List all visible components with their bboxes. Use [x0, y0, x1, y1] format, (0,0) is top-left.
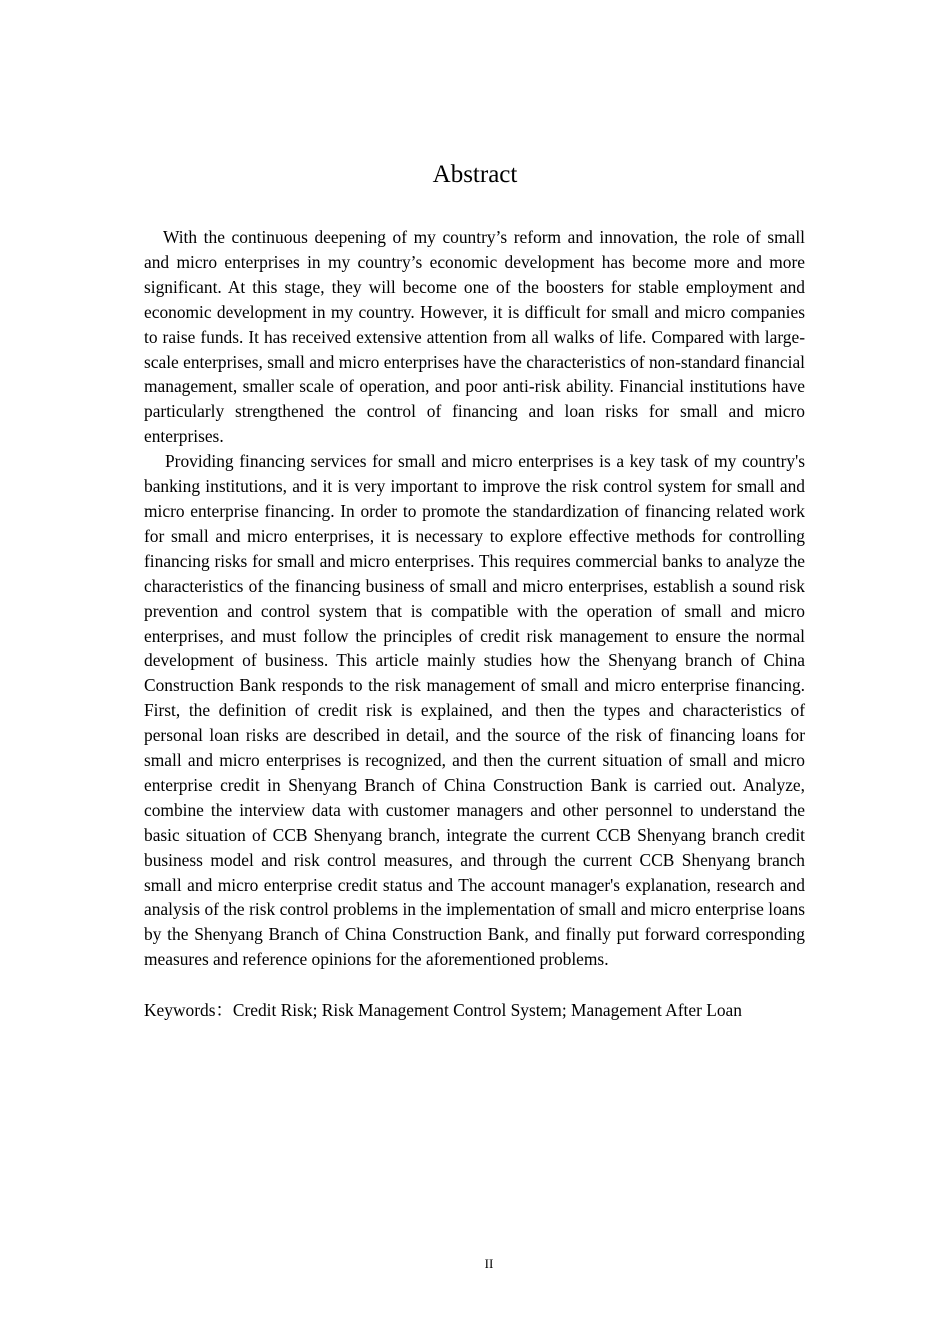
keywords-line — [144, 998, 805, 1023]
abstract-paragraph-1: With the continuous deepening of my country’s reform and innovation, the role of small and micro enterprises in my country’s economic development has become more and more significant. At this stage, they will become one of the boosters for stable employment and economic development in my country. However, it is difficult for small and micro companies to raise funds. It has received extensive attention from all walks of life. Compared with large-scale enterprises, small and micro enterprises have the characteristics of non-standard financial management, smaller scale of operation, and poor anti-risk ability. Financial institutions have particularly strengthened the control of financing and loan risks for small and micro enterprises. — [144, 227, 805, 447]
keywords-text: Credit Risk; Risk Management Control System; Management After Loan — [232, 1000, 742, 1021]
abstract-body — [144, 225, 805, 1023]
abstract-paragraph-2: Providing financing services for small and micro enterprises is a key task of my country's banking institutions, and it is very important to improve the risk control system for small and micro enterprise financing. In order to promote the standardization of financing related work for small and micro enterprises, it is necessary to explore effective methods for controlling financing risks for small and micro enterprises. This requires commercial banks to analyze the characteristics of the financing business of small and micro enterprises, establish a sound risk prevention and control system that is compatible with the operation of small and micro enterprises, and must follow the principles of credit risk management to ensure the normal development of business. This article mainly studies how the Shenyang branch of China Construction Bank responds to the risk management of small and micro enterprise financing. First, the definition of credit risk is explained, and then the types and characteristics of personal loan risks are described in detail, and the source of the risk of financing loans for small and micro enterprises is recognized, and then the current situation of small and micro enterprise credit in Shenyang Branch of China Construction Bank is carried out. Analyze, combine the interview data with customer managers and other personnel to understand the basic situation of CCB Shenyang branch, integrate the current CCB Shenyang branch credit business model and risk control measures, and through the current CCB Shenyang branch small and micro enterprise credit status and The account manager's explanation, research and analysis of the risk control problems in the implementation of small and micro enterprise loans by the Shenyang Branch of China Construction Bank, and finally put forward corresponding measures and reference opinions for the aforementioned problems. — [144, 451, 805, 970]
page-number: II — [484, 1256, 494, 1271]
keywords-label: Keywords： — [144, 1000, 233, 1021]
page-title: Abstract — [432, 161, 518, 188]
